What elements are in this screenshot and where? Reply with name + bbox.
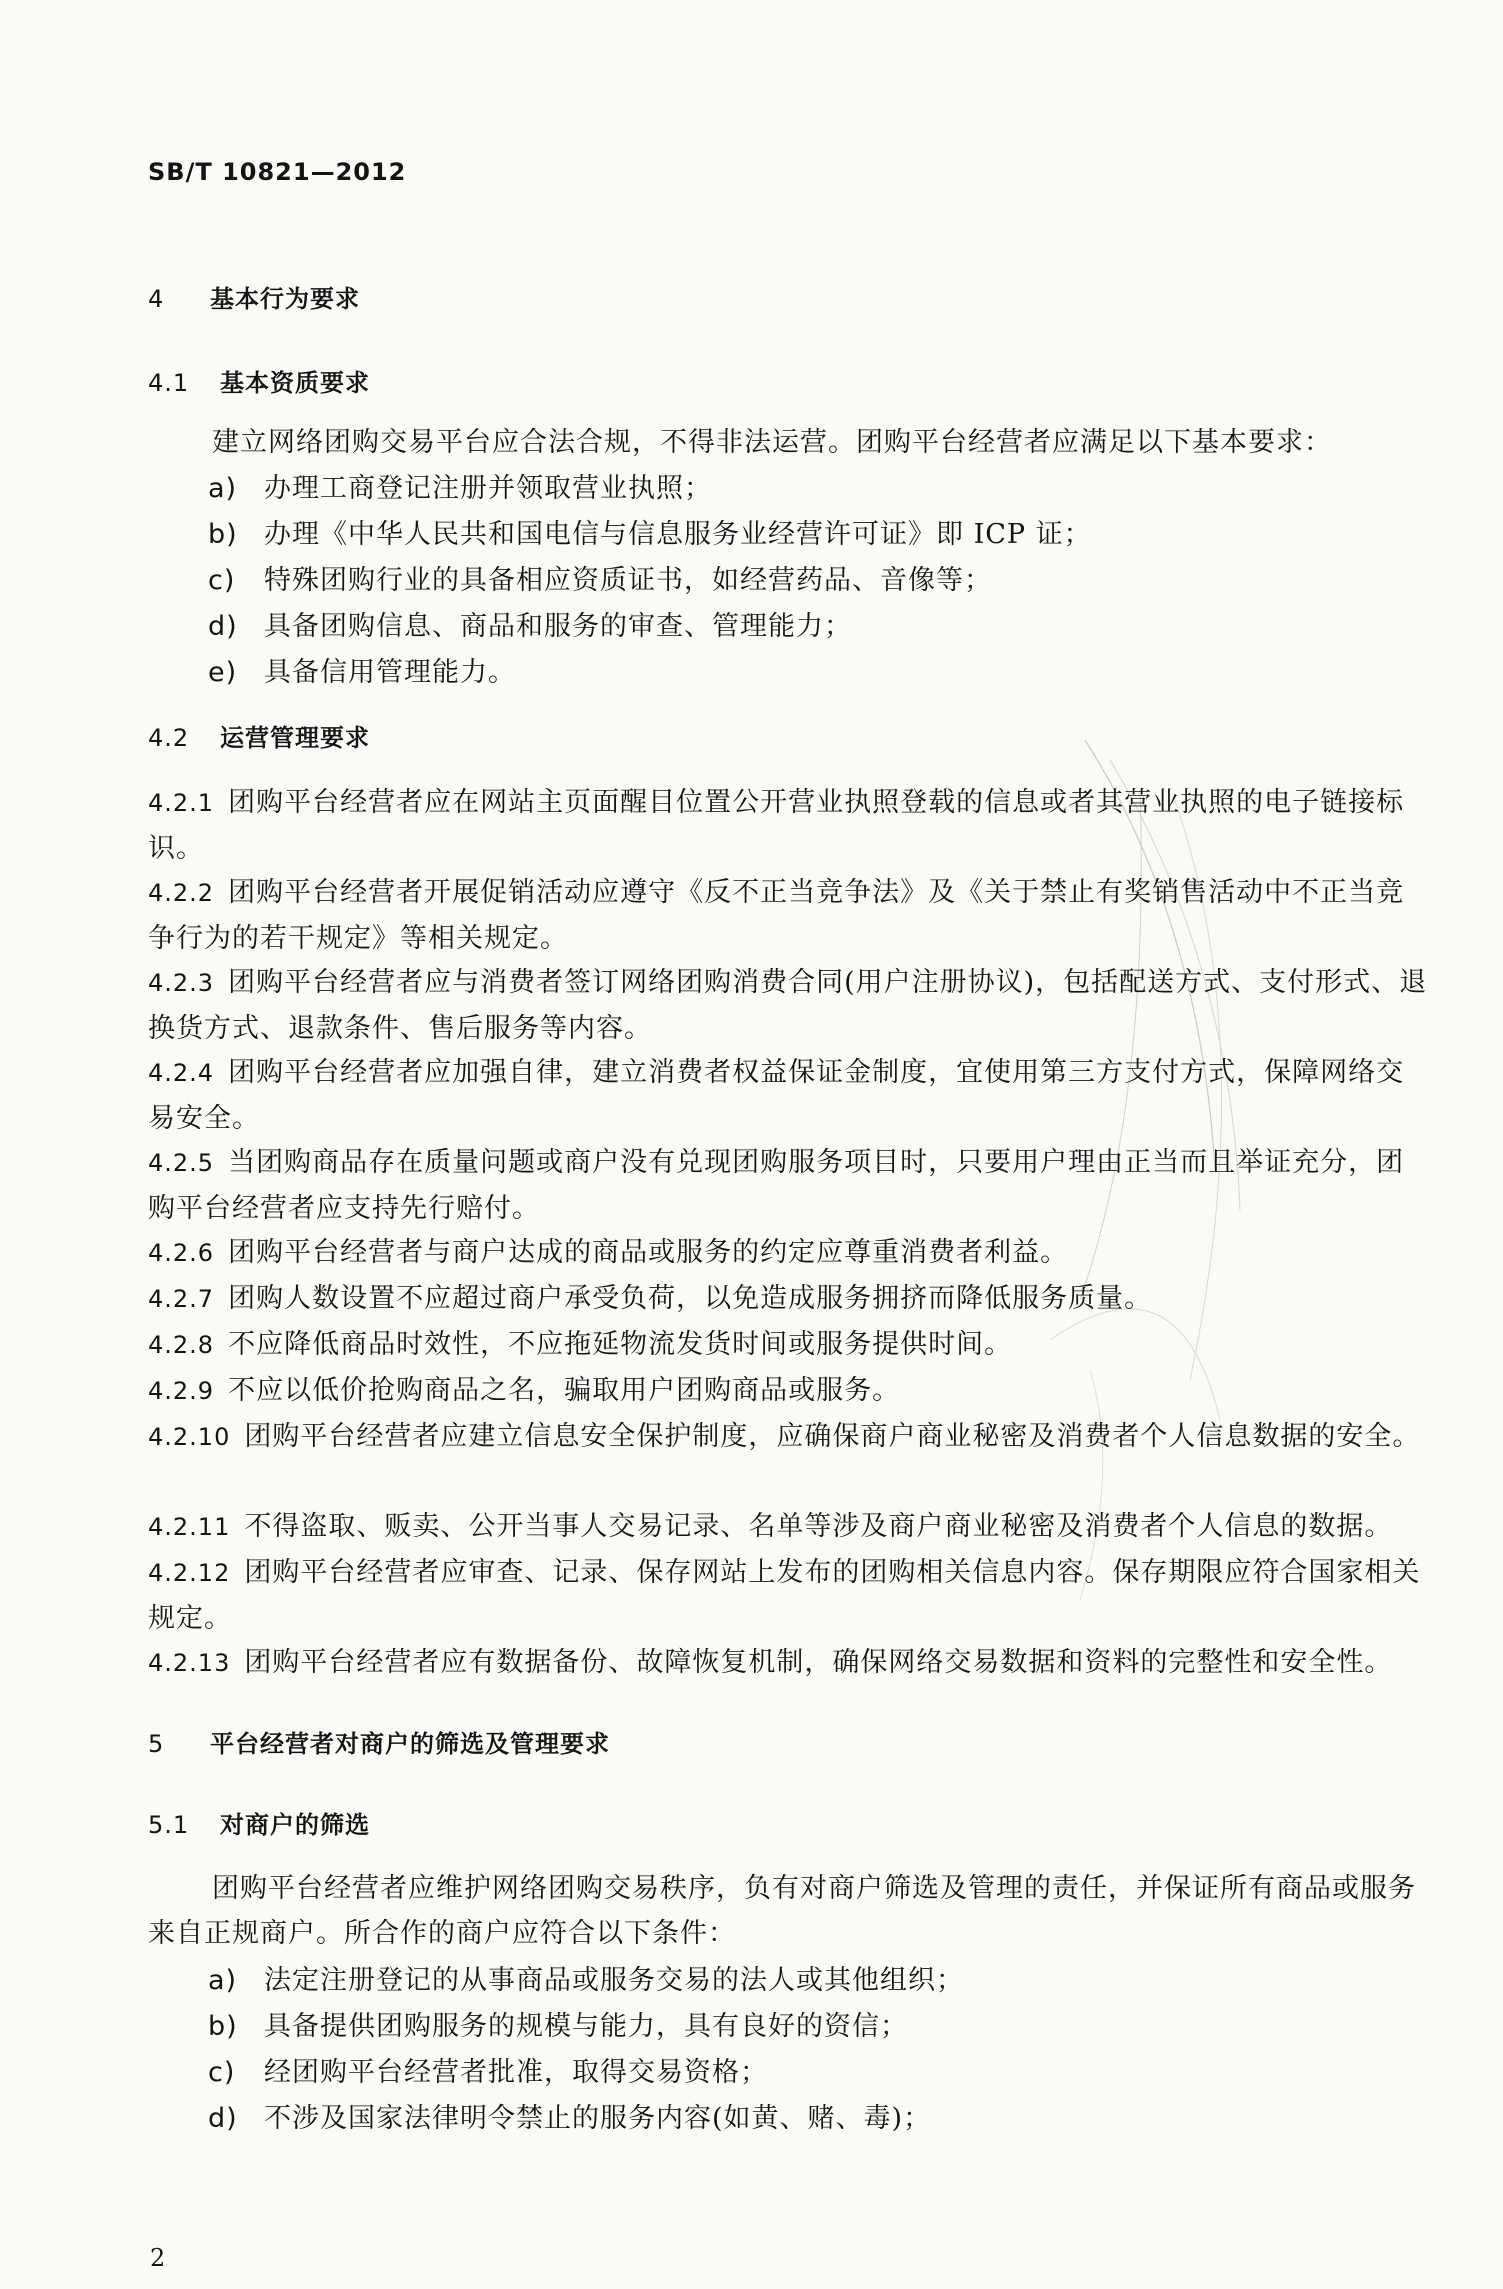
clause-text: 团购平台经营者开展促销活动应遵守《反不正当竞争法》及《关于禁止有奖销售活动中不正当竞争行为的若干规定》等相关规定。 bbox=[148, 877, 1405, 954]
clause-text: 不应降低商品时效性，不应拖延物流发货时间或服务提供时间。 bbox=[228, 1329, 1013, 1360]
clause-number: 4.2.12 bbox=[148, 1559, 231, 1587]
section-5-1-number: 5.1 bbox=[148, 1811, 190, 1839]
list-item-text: 不涉及国家法律明令禁止的服务内容(如黄、赌、毒)； bbox=[264, 2103, 932, 2134]
clause-text: 不应以低价抢购商品之名，骗取用户团购商品或服务。 bbox=[228, 1375, 901, 1406]
clause-4-2-11 bbox=[148, 1504, 1432, 1550]
list-item-text: 具备团购信息、商品和服务的审查、管理能力； bbox=[264, 611, 852, 642]
section-5-heading bbox=[148, 1724, 610, 1759]
section-5-title: 平台经营者对商户的筛选及管理要求 bbox=[210, 1730, 610, 1758]
clause-4-2-12 bbox=[148, 1550, 1432, 1641]
list-item bbox=[208, 2050, 768, 2095]
clause-number: 4.2.4 bbox=[148, 1059, 215, 1087]
clause-4-2-9 bbox=[148, 1368, 1432, 1414]
list-item-marker: c) bbox=[208, 2057, 236, 2088]
section-4-1-title: 基本资质要求 bbox=[220, 369, 370, 397]
list-item-text: 法定注册登记的从事商品或服务交易的法人或其他组织； bbox=[264, 1965, 964, 1996]
list-item-marker: e) bbox=[208, 657, 238, 688]
clause-number: 4.2.1 bbox=[148, 789, 215, 817]
list-item-text: 办理工商登记注册并领取营业执照； bbox=[264, 473, 712, 504]
list-item bbox=[208, 2096, 931, 2141]
section-4-2-number: 4.2 bbox=[148, 724, 190, 752]
clause-4-2-1 bbox=[148, 780, 1432, 871]
list-item-text: 特殊团购行业的具备相应资质证书，如经营药品、音像等； bbox=[264, 565, 992, 596]
section-5-1-heading bbox=[148, 1805, 370, 1840]
list-item bbox=[208, 1958, 964, 2003]
section-4-2-heading bbox=[148, 718, 370, 753]
clause-4-2-6 bbox=[148, 1230, 1432, 1276]
clause-number: 4.2.5 bbox=[148, 1149, 215, 1177]
clause-text: 团购平台经营者应审查、记录、保存网站上发布的团购相关信息内容。保存期限应符合国家相关规定。 bbox=[148, 1557, 1421, 1634]
section-4-heading bbox=[148, 279, 360, 314]
list-item bbox=[208, 558, 992, 603]
section-4-number: 4 bbox=[148, 285, 165, 313]
list-item-text: 办理《中华人民共和国电信与信息服务业经营许可证》即 ICP 证； bbox=[264, 519, 1092, 550]
clause-number: 4.2.11 bbox=[148, 1513, 231, 1541]
document-identifier: SB/T 10821—2012 bbox=[148, 158, 407, 186]
section-4-1-intro: 建立网络团购交易平台应合法合规，不得非法运营。团购平台经营者应满足以下基本要求： bbox=[212, 427, 1332, 458]
clause-text: 团购平台经营者应有数据备份、故障恢复机制，确保网络交易数据和资料的完整性和安全性。 bbox=[244, 1647, 1393, 1678]
clause-4-2-7 bbox=[148, 1276, 1432, 1322]
clause-text: 团购平台经营者应加强自律，建立消费者权益保证金制度，宜使用第三方支付方式，保障网络交易安全。 bbox=[148, 1057, 1405, 1134]
clause-number: 4.2.2 bbox=[148, 879, 215, 907]
list-item bbox=[208, 650, 516, 695]
list-item-marker: b) bbox=[208, 2011, 238, 2042]
list-item-marker: d) bbox=[208, 2103, 238, 2134]
list-item bbox=[208, 512, 1092, 557]
section-4-2-title: 运营管理要求 bbox=[220, 724, 370, 752]
section-4-1-number: 4.1 bbox=[148, 369, 190, 397]
clause-text: 团购平台经营者应建立信息安全保护制度，应确保商户商业秘密及消费者个人信息数据的安全。 bbox=[244, 1421, 1421, 1452]
clause-number: 4.2.6 bbox=[148, 1239, 215, 1267]
clause-4-2-8 bbox=[148, 1322, 1432, 1368]
list-item-marker: d) bbox=[208, 611, 238, 642]
clause-4-2-10 bbox=[148, 1414, 1432, 1460]
section-4-1-heading bbox=[148, 363, 370, 398]
clause-text: 团购平台经营者与商户达成的商品或服务的约定应尊重消费者利益。 bbox=[228, 1237, 1069, 1268]
clause-text: 团购人数设置不应超过商户承受负荷，以免造成服务拥挤而降低服务质量。 bbox=[228, 1283, 1153, 1314]
clause-number: 4.2.13 bbox=[148, 1649, 231, 1677]
clause-4-2-3 bbox=[148, 960, 1432, 1051]
clause-text: 团购平台经营者应与消费者签订网络团购消费合同(用户注册协议)，包括配送方式、支付形式、退换货方式、退款条件、售后服务等内容。 bbox=[148, 967, 1428, 1044]
clause-4-2-4 bbox=[148, 1050, 1432, 1141]
clause-4-2-2 bbox=[148, 870, 1432, 961]
section-4-title: 基本行为要求 bbox=[210, 285, 360, 313]
clause-text: 团购平台经营者应在网站主页面醒目位置公开营业执照登载的信息或者其营业执照的电子链接标识。 bbox=[148, 787, 1405, 864]
clause-4-2-13 bbox=[148, 1640, 1432, 1686]
list-item-marker: b) bbox=[208, 519, 238, 550]
clause-number: 4.2.9 bbox=[148, 1377, 215, 1405]
section-5-1-intro: 团购平台经营者应维护网络团购交易秩序，负有对商户筛选及管理的责任，并保证所有商品或服务来自正规商户。所合作的商户应符合以下条件： bbox=[148, 1873, 1416, 1949]
clause-number: 4.2.3 bbox=[148, 969, 215, 997]
list-item-text: 具备提供团购服务的规模与能力，具有良好的资信； bbox=[264, 2011, 908, 2042]
list-item bbox=[208, 2004, 908, 2049]
clause-number: 4.2.10 bbox=[148, 1423, 231, 1451]
clause-4-2-5 bbox=[148, 1140, 1432, 1231]
section-5-number: 5 bbox=[148, 1730, 165, 1758]
section-5-1-title: 对商户的筛选 bbox=[220, 1811, 370, 1839]
clause-text: 当团购商品存在质量问题或商户没有兑现团购服务项目时，只要用户理由正当而且举证充分，团购平台经营者应支持先行赔付。 bbox=[148, 1147, 1405, 1224]
clause-number: 4.2.7 bbox=[148, 1285, 215, 1313]
list-item-marker: a) bbox=[208, 473, 238, 504]
list-item-marker: a) bbox=[208, 1965, 238, 1996]
clause-number: 4.2.8 bbox=[148, 1331, 215, 1359]
page-number: 2 bbox=[150, 2244, 166, 2272]
list-item bbox=[208, 466, 712, 511]
list-item-text: 具备信用管理能力。 bbox=[264, 657, 516, 688]
list-item-text: 经团购平台经营者批准，取得交易资格； bbox=[264, 2057, 768, 2088]
list-item-marker: c) bbox=[208, 565, 236, 596]
list-item bbox=[208, 604, 852, 649]
clause-text: 不得盗取、贩卖、公开当事人交易记录、名单等涉及商户商业秘密及消费者个人信息的数据。 bbox=[244, 1511, 1393, 1542]
